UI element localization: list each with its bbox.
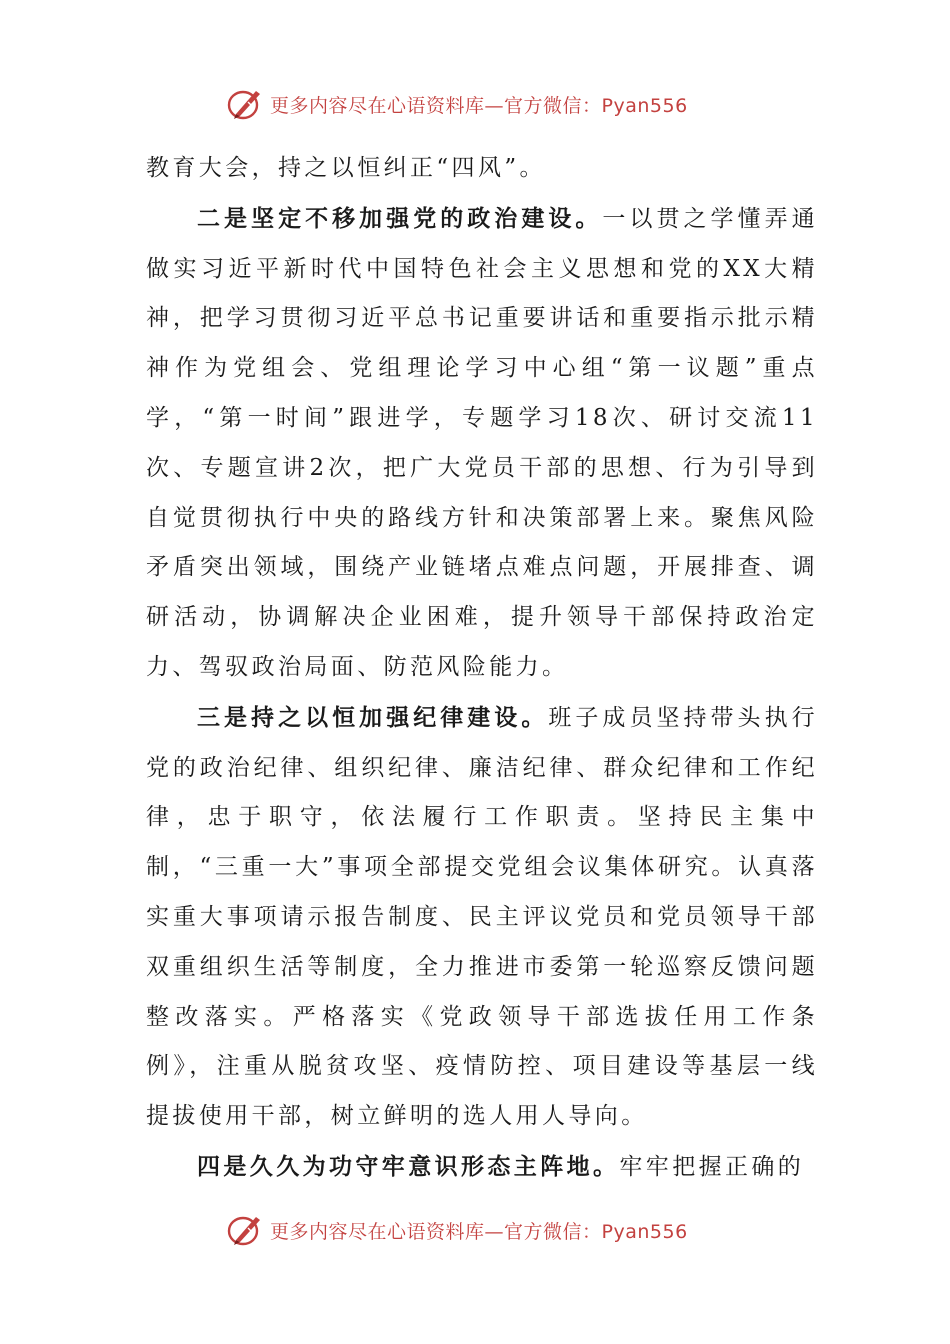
paragraph-4-heading: 四是久久为功守牢意识形态主阵地。 [197, 1152, 620, 1180]
document-body [146, 144, 818, 1193]
paragraph-2-heading: 二是坚定不移加强党的政治建设。 [197, 204, 603, 232]
paragraph-2-text: 一以贯之学懂弄通做实习近平新时代中国特色社会主义思想和党的XX大精神，把学习贯彻习近平总书记重要讲话和重要指示批示精神作为党组会、党组理论学习中心组“第一议题”重点学，“第一时间”跟进学，专题学习18次、研讨交流11次、专题宣讲2次，把广大党员干部的思想、行为引导到自觉贯彻执行中央的路线方针和决策部署上来。聚焦风险矛盾突出领域，围绕产业链堵点难点问题，开展排查、调研活动，协调解决企业困难，提升领导干部保持政治定力、驾驭政治局面、防范风险能力。 [146, 205, 819, 680]
paragraph-3-text: 班子成员坚持带头执行党的政治纪律、组织纪律、廉洁纪律、群众纪律和工作纪律，忠于职守，依法履行工作职责。坚持民主集中制，“三重一大”事项全部提交党组会议集体研究。认真落实重大事项请示报告制度、民主评议党员和党员领导干部双重组织生活等制度，全力推进市委第一轮巡察反馈问题整改落实。严格落实《党政领导干部选拔任用工作条例》，注重从脱贫攻坚、疫情防控、项目建设等基层一线提拔使用干部，树立鲜明的选人用人导向。 [146, 704, 819, 1130]
banner-text [270, 91, 688, 118]
banner-handle: Pyan556 [601, 1220, 688, 1243]
footer-banner [226, 1210, 746, 1250]
header-banner [226, 84, 746, 124]
paragraph-4-text: 牢牢把握正确的 [619, 1153, 805, 1180]
banner-text [270, 1217, 688, 1244]
paragraph-1-text: 教育大会，持之以恒纠正“四风”。 [146, 155, 546, 181]
pen-logo-icon [226, 85, 266, 123]
paragraph-4 [146, 1142, 818, 1193]
banner-label: 更多内容尽在心语资料库—官方微信： [270, 94, 602, 117]
pen-logo-icon [226, 1211, 266, 1249]
banner-label: 更多内容尽在心语资料库—官方微信： [270, 1220, 602, 1243]
paragraph-3-heading: 三是持之以恒加强纪律建设。 [197, 703, 549, 731]
banner-handle: Pyan556 [601, 94, 688, 117]
paragraph-1 [146, 144, 818, 194]
paragraph-3 [146, 693, 818, 1142]
paragraph-2 [146, 194, 818, 693]
